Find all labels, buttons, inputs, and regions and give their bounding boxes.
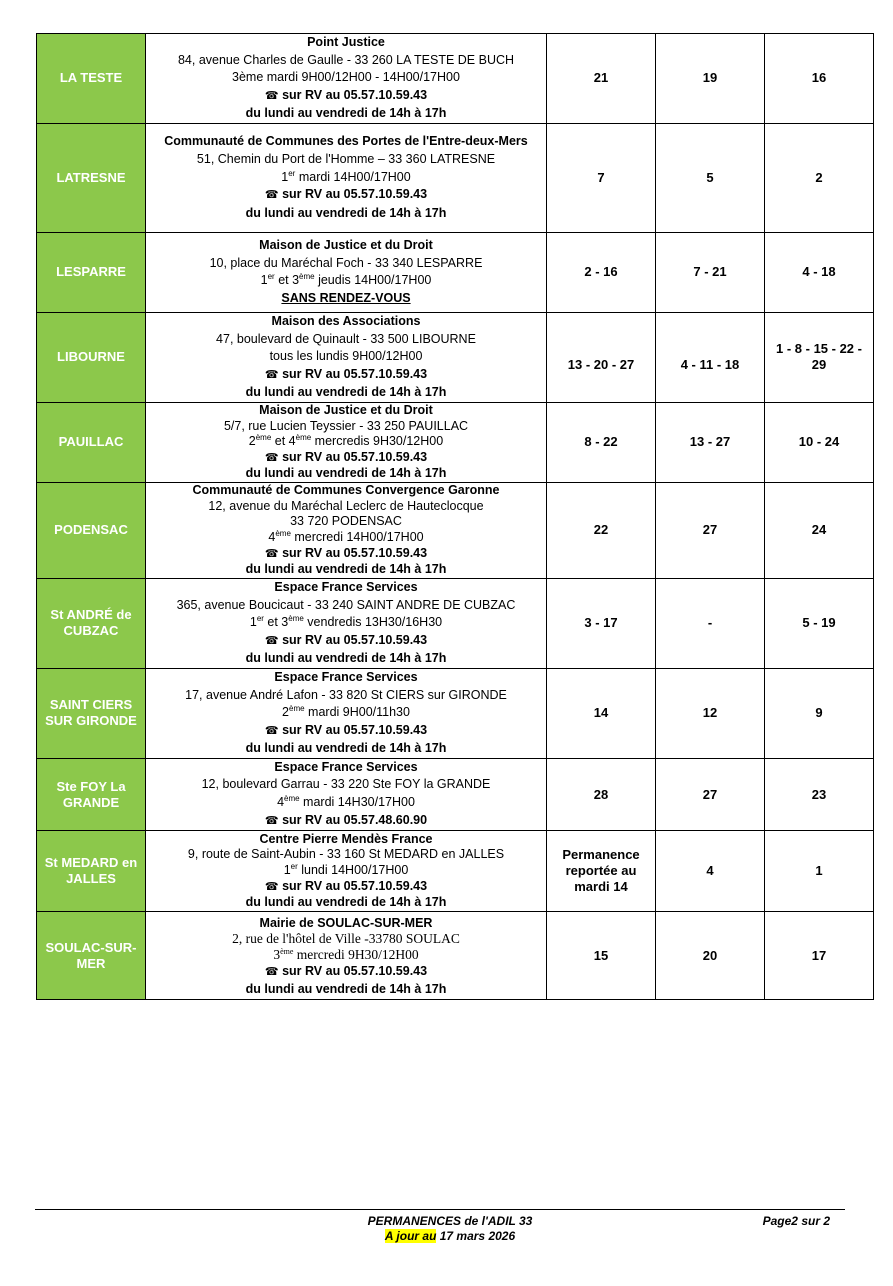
city-cell: PAUILLAC <box>37 402 146 482</box>
table-row <box>37 312 874 402</box>
appointment-phone: sur RV au 05.57.10.59.43 <box>282 545 428 560</box>
month-2-dates: 20 <box>656 912 765 1000</box>
location-name: Communauté de Communes Convergence Garonne <box>192 483 500 498</box>
location-info <box>146 232 547 312</box>
appointment-phone: sur RV au 05.57.10.59.43 <box>282 366 428 381</box>
location-address: 365, avenue Boucicaut - 33 240 SAINT ANDRE DE CUBZAC <box>176 597 516 612</box>
phone-hours: du lundi au vendredi de 14h à 17h <box>245 741 447 756</box>
month-2-dates: - <box>656 578 765 668</box>
city-cell: St MEDARD en JALLES <box>37 831 146 912</box>
phone-icon: ☎ <box>264 724 279 737</box>
update-date: 17 mars 2026 <box>436 1229 516 1243</box>
footer-divider <box>35 1209 845 1210</box>
location-address: 10, place du Maréchal Foch - 33 340 LESPARRE <box>209 255 483 270</box>
month-2-dates: 19 <box>656 34 765 124</box>
city-cell: Ste FOY La GRANDE <box>37 758 146 830</box>
city-cell: LA TESTE <box>37 34 146 124</box>
location-info <box>146 312 547 402</box>
phone-hours: du lundi au vendredi de 14h à 17h <box>245 385 447 400</box>
schedule: 4ème mercredi 14H00/17H00 <box>268 528 424 544</box>
location-info <box>146 123 547 232</box>
month-2-dates: 7 - 21 <box>656 232 765 312</box>
phone-hours: du lundi au vendredi de 14h à 17h <box>245 651 447 666</box>
location-info <box>146 402 547 482</box>
location-info <box>146 831 547 912</box>
appointment-phone: sur RV au 05.57.10.59.43 <box>282 87 428 102</box>
appointment-line <box>150 963 542 980</box>
table-row <box>37 123 874 232</box>
location-address: 12, avenue du Maréchal Leclerc de Hauteclocque <box>208 498 484 513</box>
location-address-2: 33 720 PODENSAC <box>290 514 402 529</box>
location-name: Communauté de Communes des Portes de l'Entre-deux-Mers <box>164 134 528 149</box>
schedule: 3ème mardi 9H00/12H00 - 14H00/17H00 <box>232 70 460 85</box>
phone-hours: du lundi au vendredi de 14h à 17h <box>245 205 447 220</box>
city-cell: LATRESNE <box>37 123 146 232</box>
appointment-phone: sur RV au 05.57.10.59.43 <box>282 964 428 979</box>
month-1-dates: 14 <box>547 668 656 758</box>
schedule: 3ème mercredi 9H30/12H00 <box>273 947 419 963</box>
schedule: 1er lundi 14H00/17H00 <box>283 861 409 877</box>
location-address: 84, avenue Charles de Gaulle - 33 260 LA TESTE DE BUCH <box>177 52 515 67</box>
phone-icon: ☎ <box>264 189 279 202</box>
city-cell: SOULAC-SUR-MER <box>37 912 146 1000</box>
month-1-dates: 8 - 22 <box>547 402 656 482</box>
location-address: 17, avenue André Lafon - 33 820 St CIERS sur GIRONDE <box>185 687 507 702</box>
month-1-dates: 2 - 16 <box>547 232 656 312</box>
table-row <box>37 578 874 668</box>
appointment-phone: sur RV au 05.57.10.59.43 <box>282 187 428 202</box>
page-number: Page2 sur 2 <box>762 1214 830 1228</box>
month-3-dates: 10 - 24 <box>765 402 874 482</box>
update-highlight: A jour au <box>384 1229 437 1243</box>
schedule: tous les lundis 9H00/12H00 <box>269 349 423 364</box>
location-info <box>146 668 547 758</box>
appointment-phone: sur RV au 05.57.10.59.43 <box>282 449 428 464</box>
table-row <box>37 402 874 482</box>
appointment-line <box>150 632 542 651</box>
month-2-dates: 12 <box>656 668 765 758</box>
appointment-line <box>150 546 542 563</box>
table-row <box>37 482 874 578</box>
appointment-phone: sur RV au 05.57.10.59.43 <box>282 878 428 893</box>
location-name: Maison de Justice et du Droit <box>259 238 433 253</box>
location-address: 47, boulevard de Quinault - 33 500 LIBOURNE <box>216 331 476 346</box>
month-2-dates: 27 <box>656 482 765 578</box>
month-2-dates: 4 - 11 - 18 <box>656 312 765 402</box>
month-3-dates: 24 <box>765 482 874 578</box>
city-cell: St ANDRÉ de CUBZAC <box>37 578 146 668</box>
phone-icon: ☎ <box>264 547 279 560</box>
location-name: Mairie de SOULAC-SUR-MER <box>259 915 433 930</box>
month-3-dates: 1 <box>765 831 874 912</box>
phone-icon: ☎ <box>264 966 279 979</box>
phone-icon: ☎ <box>264 451 279 464</box>
table-row <box>37 912 874 1000</box>
month-1-dates: 3 - 17 <box>547 578 656 668</box>
permanences-table <box>36 33 874 1000</box>
location-name: Espace France Services <box>274 579 418 594</box>
month-1-dates: 13 - 20 - 27 <box>547 312 656 402</box>
phone-hours: du lundi au vendredi de 14h à 17h <box>245 895 447 910</box>
schedule: 1er et 3ème vendredis 13H30/16H30 <box>249 614 443 630</box>
schedule: 4ème mardi 14H30/17H00 <box>277 794 415 810</box>
city-cell: SAINT CIERS SUR GIRONDE <box>37 668 146 758</box>
location-name: Centre Pierre Mendès France <box>259 831 433 846</box>
month-1-dates: 21 <box>547 34 656 124</box>
month-1-dates: 22 <box>547 482 656 578</box>
footer-title: PERMANENCES de l'ADIL 33 <box>367 1214 533 1228</box>
location-info <box>146 578 547 668</box>
month-3-dates: 17 <box>765 912 874 1000</box>
table-row <box>37 34 874 124</box>
month-3-dates: 4 - 18 <box>765 232 874 312</box>
appointment-line <box>150 87 542 106</box>
table-row <box>37 831 874 912</box>
city-cell: PODENSAC <box>37 482 146 578</box>
schedule: 2ème mardi 9H00/11h30 <box>282 704 410 720</box>
month-3-dates: 1 - 8 - 15 - 22 - 29 <box>765 312 874 402</box>
phone-hours: du lundi au vendredi de 14h à 17h <box>245 106 447 121</box>
schedule: 1er et 3ème jeudis 14H00/17H00 <box>260 272 432 288</box>
month-2-dates: 27 <box>656 758 765 830</box>
phone-icon: ☎ <box>264 368 279 381</box>
appointment-phone: sur RV au 05.57.48.60.90 <box>282 812 428 827</box>
phone-hours: du lundi au vendredi de 14h à 17h <box>245 562 447 577</box>
location-address: 12, boulevard Garrau - 33 220 Ste FOY la GRANDE <box>201 777 491 792</box>
month-2-dates: 5 <box>656 123 765 232</box>
table-row <box>37 758 874 830</box>
location-name: Espace France Services <box>274 759 418 774</box>
location-info <box>146 758 547 830</box>
month-1-dates: 15 <box>547 912 656 1000</box>
location-name: Espace France Services <box>274 669 418 684</box>
appointment-line <box>150 722 542 741</box>
location-address: 51, Chemin du Port de l'Homme – 33 360 LATRESNE <box>196 152 496 167</box>
location-name: Maison des Associations <box>271 313 421 328</box>
schedule: 1er mardi 14H00/17H00 <box>281 168 411 184</box>
phone-hours: du lundi au vendredi de 14h à 17h <box>245 981 447 996</box>
month-1-dates: 28 <box>547 758 656 830</box>
phone-icon: ☎ <box>264 89 279 102</box>
city-cell: LIBOURNE <box>37 312 146 402</box>
location-name: Maison de Justice et du Droit <box>259 402 433 417</box>
month-1-dates: Permanence reportée au mardi 14 <box>547 831 656 912</box>
phone-hours: du lundi au vendredi de 14h à 17h <box>245 466 447 481</box>
table-row <box>37 668 874 758</box>
phone-icon: ☎ <box>264 880 279 893</box>
month-3-dates: 16 <box>765 34 874 124</box>
phone-icon: ☎ <box>264 814 279 827</box>
location-address: 2, rue de l'hôtel de Ville -33780 SOULAC <box>232 930 460 946</box>
month-3-dates: 9 <box>765 668 874 758</box>
schedule: 2ème et 4ème mercredis 9H30/12H00 <box>248 433 444 449</box>
month-3-dates: 2 <box>765 123 874 232</box>
appointment-line <box>150 366 542 385</box>
appointment-line <box>150 812 542 831</box>
month-1-dates: 7 <box>547 123 656 232</box>
location-info <box>146 34 547 124</box>
month-3-dates: 23 <box>765 758 874 830</box>
phone-icon: ☎ <box>264 634 279 647</box>
footer-title-block <box>330 1214 570 1244</box>
appointment-line <box>150 450 542 467</box>
location-address: 9, route de Saint-Aubin - 33 160 St MEDARD en JALLES <box>187 847 505 862</box>
location-info <box>146 482 547 578</box>
city-cell: LESPARRE <box>37 232 146 312</box>
location-name: Point Justice <box>307 35 385 49</box>
appointment-line <box>150 186 542 205</box>
appointment-line <box>150 879 542 896</box>
month-2-dates: 4 <box>656 831 765 912</box>
month-2-dates: 13 - 27 <box>656 402 765 482</box>
appointment-phone: sur RV au 05.57.10.59.43 <box>282 722 428 737</box>
month-3-dates: 5 - 19 <box>765 578 874 668</box>
appointment-phone: sur RV au 05.57.10.59.43 <box>282 632 428 647</box>
no-appointment-note: SANS RENDEZ-VOUS <box>281 291 411 306</box>
table-row <box>37 232 874 312</box>
location-info <box>146 912 547 1000</box>
update-line <box>330 1229 570 1244</box>
location-address: 5/7, rue Lucien Teyssier - 33 250 PAUILLAC <box>223 418 469 433</box>
